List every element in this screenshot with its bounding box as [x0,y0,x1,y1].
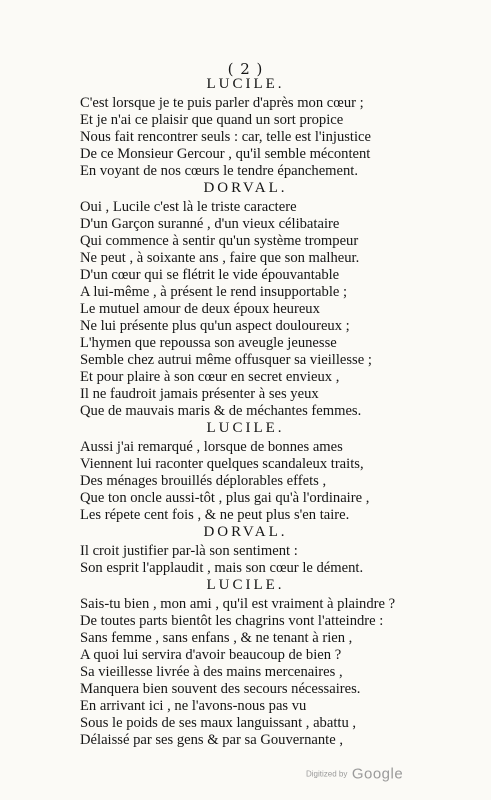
verse-line: De ce Monsieur Gercour , qu'il semble mécontent [80,146,371,162]
verse-line: L'hymen que repoussa son aveugle jeunesse [80,335,337,351]
verse-line: Que ton oncle aussi-tôt , plus gai qu'à l'ordinaire , [80,490,370,506]
verse-line: Sais-tu bien , mon ami , qu'il est vraiment à plaindre ? [80,596,396,612]
verse-line: Manquera bien souvent des secours nécessaires. [80,681,361,697]
verse-line: Des ménages brouillés déplorables effets , [80,473,327,489]
verse-line: Délaissé par ses gens & par sa Gouvernante , [80,732,344,748]
verse-line: Qui commence à sentir qu'un système trompeur [80,233,359,249]
verse-line: Oui , Lucile c'est là le triste caractere [80,199,297,215]
verse-line: A lui-même , à présent le rend insupportable ; [80,284,348,300]
speaker-heading: LUCILE. [206,76,285,92]
verse-line: En voyant de nos cœurs le tendre épanchement. [80,163,358,179]
verse-line: C'est lorsque je te puis parler d'après mon cœur ; [80,95,364,111]
verse-line: Semble chez autrui même offusquer sa vieillesse ; [80,352,372,368]
verse-line: A quoi lui servira d'avoir beaucoup de bien ? [80,647,342,663]
verse-line: Sans femme , sans enfans , & ne tenant à rien , [80,630,353,646]
verse-line: Le mutuel amour de deux époux heureux [80,301,320,317]
verse-line: En arrivant ici , ne l'avons-nous pas vu [80,698,307,714]
verse-line: De toutes parts bientôt les chagrins vont l'atteindre : [80,613,384,629]
speaker-heading: LUCILE. [206,577,285,593]
page-number: ( 2 ) [227,60,264,78]
verse-line: Il ne faudroit jamais présenter à ses yeux [80,386,319,402]
verse-line: D'un Garçon suranné , d'un vieux célibataire [80,216,340,232]
speaker-heading: LUCILE. [206,420,285,436]
verse-line: Viennent lui raconter quelques scandaleux traits, [80,456,364,472]
verse-line: Nous fait rencontrer seuls : car, telle est l'injustice [80,129,371,145]
watermark-prefix: Digitized by [306,769,348,779]
speaker-heading: DORVAL. [203,524,288,540]
verse-line: Aussi j'ai remarqué , lorsque de bonnes ames [80,439,343,455]
verse-line: Et pour plaire à son cœur en secret envieux , [80,369,340,385]
verse-line: Les répete cent fois , & ne peut plus s'en taire. [80,507,350,523]
verse-line: D'un cœur qui se flétrit le vide épouvantable [80,267,340,283]
verse-line: Son esprit l'applaudit , mais son cœur le dément. [80,560,364,576]
verse-line: Il croit justifier par-là son sentiment : [80,543,298,559]
digitized-by-google-watermark [306,765,403,783]
speaker-heading: DORVAL. [203,180,288,196]
google-logo: Google [351,765,404,783]
verse-line: Que de mauvais maris & de méchantes femmes. [80,403,362,419]
verse-line: Sous le poids de ses maux languissant , abattu , [80,715,357,731]
verse-line: Ne lui présente plus qu'un aspect douloureux ; [80,318,350,334]
verse-line: Ne peut , à soixante ans , faire que son malheur. [80,250,360,266]
verse-line: Et je n'ai ce plaisir que quand un sort propice [80,112,344,128]
verse-line: Sa vieillesse livrée à des mains mercenaires , [80,664,343,680]
